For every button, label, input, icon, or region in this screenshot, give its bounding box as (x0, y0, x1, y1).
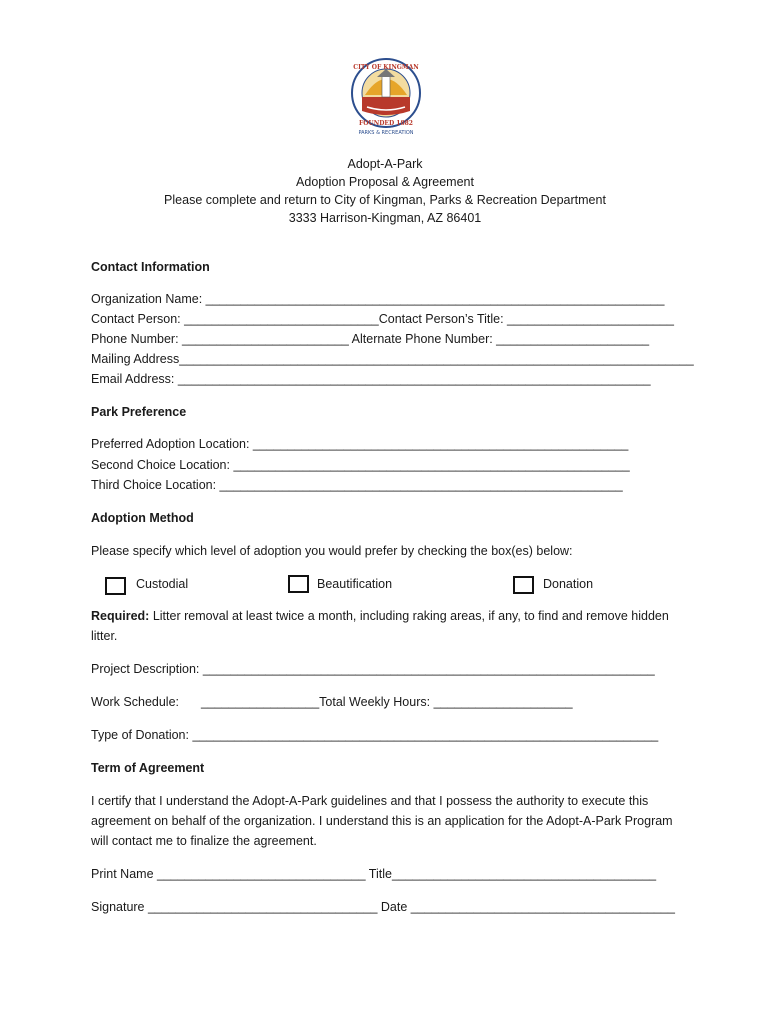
city-seal-logo (349, 57, 423, 137)
svg-text:PARKS & RECREATION: PARKS & RECREATION (358, 130, 414, 136)
method-heading: Adoption Method (91, 511, 194, 525)
work-schedule-field[interactable]: _________________Total Weekly Hours: ____________________ (201, 695, 573, 709)
term-heading: Term of Agreement (91, 761, 205, 775)
second-choice-field[interactable]: Second Choice Location: _________________________________________________________ (91, 458, 630, 472)
preferred-location-field[interactable]: Preferred Adoption Location: ______________________________________________________ (91, 437, 629, 451)
required-note (91, 606, 681, 646)
beautification-checkbox[interactable] (288, 575, 309, 593)
return-instructions: Please complete and return to City of Kingman, Parks & Recreation Department (164, 193, 606, 207)
project-description-field[interactable]: Project Description: _________________________________________________________________ (91, 662, 655, 676)
custodial-label: Custodial (136, 577, 189, 591)
contact-heading: Contact Information (91, 260, 210, 274)
contact-person-field[interactable]: Contact Person: ____________________________Contact Person’s Title: ________________________ (91, 312, 674, 326)
svg-text:FOUNDED 1882: FOUNDED 1882 (359, 120, 413, 127)
custodial-checkbox[interactable] (105, 577, 126, 595)
third-choice-field[interactable]: Third Choice Location: __________________________________________________________ (91, 478, 623, 492)
organization-name-field[interactable]: Organization Name: __________________________________________________________________ (91, 292, 665, 306)
certification-text: I certify that I understand the Adopt-A-Park guidelines and that I possess the authority to execute this agreement on behalf of the organization. I understand this is an application for the Adopt-A-Park Program will contact me to finalize the agreement. (91, 794, 673, 848)
work-schedule-label: Work Schedule: (91, 695, 180, 709)
method-instruction: Please specify which level of adoption you would prefer by checking the box(es) below: (91, 544, 573, 558)
print-name-field[interactable]: Print Name ______________________________ Title______________________________________ (91, 867, 657, 881)
form-subtitle: Adoption Proposal & Agreement (296, 175, 474, 189)
signature-field[interactable]: Signature _________________________________ Date ______________________________________ (91, 900, 675, 914)
form-header (0, 155, 770, 227)
return-address: 3333 Harrison-Kingman, AZ 86401 (288, 211, 482, 225)
phone-number-field[interactable]: Phone Number: ________________________ Alternate Phone Number: ______________________ (91, 332, 650, 346)
beautification-label: Beautification (317, 577, 393, 591)
mailing-address-field[interactable]: Mailing Address__________________________________________________________________________ (91, 352, 694, 366)
svg-text:CITY OF KINGMAN: CITY OF KINGMAN (353, 64, 419, 71)
required-label: Required: (91, 609, 150, 623)
park-heading: Park Preference (91, 405, 187, 419)
donation-checkbox[interactable] (513, 576, 534, 594)
required-text: Litter removal at least twice a month, including raking areas, if any, to find and remove hidden litter. (91, 609, 669, 643)
donation-label: Donation (543, 577, 594, 591)
donation-type-field[interactable]: Type of Donation: ___________________________________________________________________ (91, 728, 659, 742)
email-address-field[interactable]: Email Address: ____________________________________________________________________ (91, 372, 651, 386)
form-title: Adopt-A-Park (347, 157, 423, 171)
